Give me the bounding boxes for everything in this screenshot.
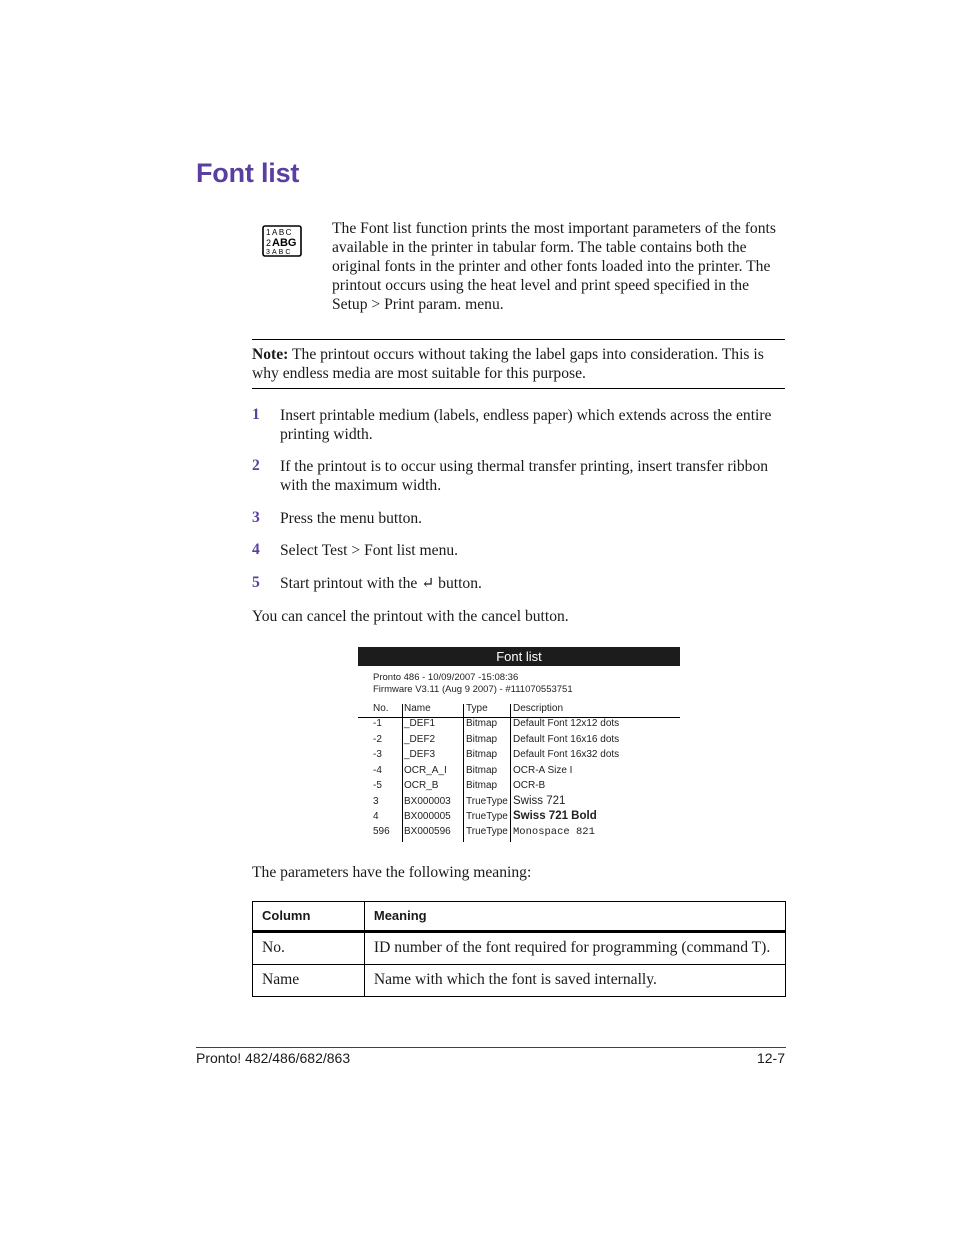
table-row	[253, 965, 786, 997]
footer-product: Pronto! 482/486/682/863	[196, 1050, 351, 1066]
printout-desc: Default Font 16x32 dots	[513, 749, 620, 760]
step-text: Start printout with the ↵ button.	[280, 575, 482, 592]
printout-name: BX000005	[404, 811, 451, 822]
printout-type: Bitmap	[466, 734, 498, 745]
printout-name: _DEF3	[404, 749, 436, 760]
footer-page-number: 12-7	[756, 1050, 785, 1066]
printout-name: OCR_A_I	[404, 765, 447, 776]
svg-text:2: 2	[266, 238, 272, 248]
param-column-cell: No.	[253, 932, 365, 965]
printout-type: TrueType	[466, 826, 508, 837]
printout-desc: OCR-A Size I	[513, 765, 573, 776]
printout-desc: Swiss 721 Bold	[513, 810, 597, 822]
step-number: 5	[252, 574, 260, 591]
font-list-icon	[262, 225, 302, 257]
step-number: 3	[252, 509, 260, 526]
printout-col-header: No.	[373, 703, 389, 714]
printout-firmware-line: Firmware V3.11 (Aug 9 2007) - #111070553751	[373, 684, 573, 695]
printout-info-line: Pronto 486 - 10/09/2007 -15:08:36	[373, 672, 519, 683]
printout-type: TrueType	[466, 796, 508, 807]
note-box	[252, 339, 785, 389]
column-divider	[463, 704, 464, 842]
intro-paragraph: The Font list function prints the most important parameters of the fonts available in the printer in tabular form. The table contains both the original fonts in the printer and other fonts loaded into the printer. The printout occurs using the heat level and print speed specified in the Setup > Print param. menu.	[332, 220, 776, 313]
printout-type: Bitmap	[466, 765, 498, 776]
step-number: 2	[252, 457, 260, 474]
printout-no: -3	[373, 749, 382, 760]
printout-no: -4	[373, 765, 382, 776]
printout-desc: Default Font 12x12 dots	[513, 718, 620, 729]
svg-text:3: 3	[266, 249, 270, 256]
printout-no: 3	[373, 796, 379, 807]
printout-col-header: Description	[513, 703, 564, 714]
params-intro: The parameters have the following meaning:	[252, 864, 532, 881]
printout-header: Font list	[358, 647, 680, 666]
param-meaning-cell: Name with which the font is saved internally.	[364, 965, 785, 997]
step-text: Insert printable medium (labels, endless paper) which extends across the entire printing width.	[280, 407, 772, 443]
step-text: If the printout is to occur using thermal transfer printing, insert transfer ribbon with the maximum width.	[280, 458, 769, 494]
printout-desc: Swiss 721	[513, 795, 566, 807]
font-list-printout	[358, 647, 680, 847]
step-number: 1	[252, 406, 260, 423]
note-body: The printout occurs without taking the label gaps into consideration. This is why endless media are most suitable for this purpose.	[252, 346, 764, 382]
table-header-row	[253, 902, 786, 932]
printout-type: Bitmap	[466, 780, 498, 791]
column-header: Meaning	[364, 902, 785, 932]
printout-name: _DEF1	[404, 718, 436, 729]
printout-no: -5	[373, 780, 382, 791]
printout-name: BX000596	[404, 826, 451, 837]
printout-name: OCR_B	[404, 780, 439, 791]
note-text	[252, 345, 785, 383]
table-row	[253, 932, 786, 965]
step-text: Press the menu button.	[280, 510, 423, 527]
svg-text:ABC: ABC	[272, 228, 293, 237]
param-column-cell: Name	[253, 965, 365, 997]
note-label: Note:	[252, 346, 289, 363]
printout-no: -1	[373, 718, 382, 729]
svg-text:ABC: ABC	[272, 249, 293, 256]
svg-text:1: 1	[266, 228, 271, 237]
printout-col-header: Type	[466, 703, 488, 714]
footer-rule	[196, 1047, 786, 1048]
svg-text:ABG: ABG	[272, 237, 297, 249]
printout-name: _DEF2	[404, 734, 436, 745]
step-text: Select Test > Font list menu.	[280, 542, 459, 559]
cancel-note: You can cancel the printout with the cancel button.	[252, 608, 569, 625]
printout-no: -2	[373, 734, 382, 745]
printout-desc: OCR-B	[513, 780, 546, 791]
column-divider	[402, 704, 403, 842]
parameter-table	[252, 901, 786, 997]
column-divider	[510, 704, 511, 842]
printout-no: 4	[373, 811, 379, 822]
printout-type: TrueType	[466, 811, 508, 822]
printout-desc: Default Font 16x16 dots	[513, 734, 620, 745]
printout-col-header: Name	[404, 703, 431, 714]
printout-desc: Monospace 821	[513, 826, 595, 838]
step-number: 4	[252, 541, 260, 558]
printout-name: BX000003	[404, 796, 451, 807]
column-header: Column	[253, 902, 365, 932]
page-title: Font list	[196, 158, 300, 188]
param-meaning-cell: ID number of the font required for programming (command T).	[364, 932, 785, 965]
printout-type: Bitmap	[466, 718, 498, 729]
printout-no: 596	[373, 826, 390, 837]
printout-type: Bitmap	[466, 749, 498, 760]
